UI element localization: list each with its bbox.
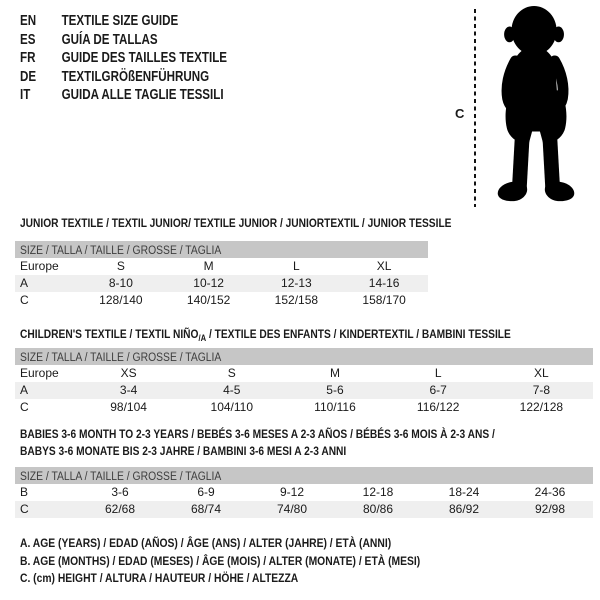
size-value-cell: 128/140: [99, 293, 143, 307]
size-value-cell: 98/104: [110, 400, 147, 414]
size-table-junior: [15, 241, 428, 309]
size-value-cell: 62/68: [104, 502, 136, 516]
size-value-cell: 140/152: [186, 293, 231, 307]
table-title-line: [20, 326, 511, 347]
table-title-text: JUNIOR TEXTILE / TEXTIL JUNIOR/ TEXTILE JUNIOR / JUNIORTEXTIL / JUNIOR TESSILE: [20, 216, 452, 230]
size-value-cell: 8-10: [108, 276, 133, 290]
table-row: [15, 382, 593, 399]
size-value-cell: M: [203, 259, 214, 273]
table-row: [15, 275, 428, 292]
size-value-cell: 68/74: [190, 502, 222, 516]
language-code: EN: [20, 13, 37, 30]
language-row: [20, 12, 227, 31]
language-name: GUIDE DES TAILLES TEXTILE: [61, 50, 228, 67]
table-title-line: [20, 426, 495, 443]
size-table: [15, 484, 593, 518]
size-value-cell: 3-4: [119, 383, 138, 397]
row-label-cell: B: [20, 485, 29, 499]
table-row: [15, 484, 593, 501]
language-row: [20, 68, 227, 87]
size-value-cell: 122/128: [519, 400, 564, 414]
row-label-cell: A: [20, 276, 29, 290]
table-title-children: [20, 326, 511, 347]
table-row: [15, 501, 593, 518]
language-name: GUÍA DE TALLAS: [61, 31, 158, 48]
table-title-junior: [20, 215, 451, 232]
size-value-cell: L: [293, 259, 300, 273]
size-value-cell: 74/80: [276, 502, 308, 516]
size-value-cell: S: [116, 259, 125, 273]
size-value-cell: 110/116: [314, 400, 356, 414]
size-table-children: [15, 348, 593, 416]
size-value-cell: 10-12: [193, 276, 224, 290]
size-value-cell: 80/86: [362, 502, 394, 516]
size-value-cell: 12-13: [281, 276, 312, 290]
table-title-line: [20, 215, 451, 232]
size-value-cell: 116/122: [416, 400, 460, 414]
size-value-cell: 5-6: [326, 383, 344, 397]
table-row: [15, 258, 428, 275]
size-header-bar: [15, 348, 593, 365]
size-header-text: SIZE / TALLA / TAILLE / GRÖSSE / TAGLIA: [20, 352, 222, 364]
size-header-bar: [15, 467, 593, 484]
legend-line: A. AGE (YEARS) / EDAD (AÑOS) / ÂGE (ANS) / ALTER (JAHRE) / ETÀ (ANNI): [20, 536, 392, 550]
size-value-cell: 18-24: [448, 485, 480, 499]
table-row: [15, 399, 593, 416]
language-name: TEXTILGRÖßENFÜHRUNG: [61, 68, 210, 85]
size-value-cell: 7-8: [532, 383, 551, 397]
size-value-cell: 14-16: [368, 276, 400, 290]
row-label-cell: C: [20, 293, 29, 307]
size-value-cell: 3-6: [111, 485, 129, 499]
size-value-cell: 12-18: [362, 485, 394, 499]
size-value-cell: 86/92: [448, 502, 480, 516]
size-value-cell: 9-12: [279, 485, 305, 499]
size-header-text: SIZE / TALLA / TAILLE / GRÖSSE / TAGLIA: [20, 471, 222, 483]
language-name: TEXTILE SIZE GUIDE: [61, 13, 179, 30]
language-row: [20, 49, 227, 68]
table-title-text: / TEXTILE DES ENFANTS / KINDERTEXTIL / BAMBINI TESSILE: [206, 327, 511, 341]
table-title-line: [20, 443, 495, 460]
height-measure-label: C: [455, 106, 465, 121]
row-label-cell: Europe: [20, 366, 59, 380]
size-table: [15, 258, 428, 309]
table-row: [15, 292, 428, 309]
row-label-cell: C: [20, 400, 29, 414]
size-table: [15, 365, 593, 416]
table-title-text: CHILDREN'S TEXTILE / TEXTIL NIÑO: [20, 327, 199, 341]
size-value-cell: M: [329, 366, 340, 380]
language-row: [20, 31, 227, 50]
size-header-text: SIZE / TALLA / TAILLE / GRÖSSE / TAGLIA: [20, 245, 222, 257]
table-title-text: BABIES 3-6 MONTH TO 2-3 YEARS / BEBÉS 3-6 MESES A 2-3 AÑOS / BÉBÉS 3-6 MOIS À 2-3 ANS /: [20, 427, 495, 441]
language-name: GUIDA ALLE TAGLIE TESSILI: [61, 87, 224, 104]
size-header-bar: [15, 241, 428, 258]
legend-line: C. (cm) HEIGHT / ALTURA / HAUTEUR / HÖHE / ALTEZZA: [20, 571, 299, 585]
row-label-cell: Europe: [20, 259, 59, 273]
language-code: ES: [20, 31, 36, 48]
size-value-cell: XL: [376, 259, 392, 273]
table-row: [15, 365, 593, 382]
size-value-cell: 158/170: [362, 293, 406, 307]
size-value-cell: 6-9: [197, 485, 215, 499]
language-code: FR: [20, 50, 36, 67]
legend-line: B. AGE (MONTHS) / EDAD (MESES) / ÂGE (MOIS) / ALTER (MONATE) / ETÀ (MESI): [20, 553, 421, 568]
size-table-babies: [15, 467, 593, 518]
size-value-cell: 104/110: [210, 400, 254, 414]
table-title-text: /A: [198, 333, 207, 343]
size-value-cell: XS: [120, 366, 137, 380]
row-label-cell: A: [20, 383, 29, 397]
language-code: DE: [20, 68, 37, 85]
size-value-cell: 4-5: [223, 383, 241, 397]
size-value-cell: 6-7: [429, 383, 447, 397]
language-list: [20, 12, 279, 105]
table-title-text: BABYS 3-6 MONATE BIS 2-3 JAHRE / BAMBINI 3-6 MESI A 2-3 ANNI: [20, 444, 347, 458]
measure-legend: [20, 535, 485, 588]
size-value-cell: XL: [534, 366, 549, 380]
size-value-cell: L: [434, 366, 442, 380]
size-value-cell: S: [227, 366, 236, 380]
table-title-babies: [20, 426, 495, 460]
size-value-cell: 24-36: [534, 485, 566, 499]
size-value-cell: 92/98: [534, 502, 566, 516]
height-measure-line: [474, 9, 476, 207]
language-code: IT: [20, 87, 31, 104]
toddler-silhouette-icon: [486, 4, 586, 210]
size-value-cell: 152/158: [274, 293, 319, 307]
language-row: [20, 86, 227, 105]
row-label-cell: C: [20, 502, 29, 516]
